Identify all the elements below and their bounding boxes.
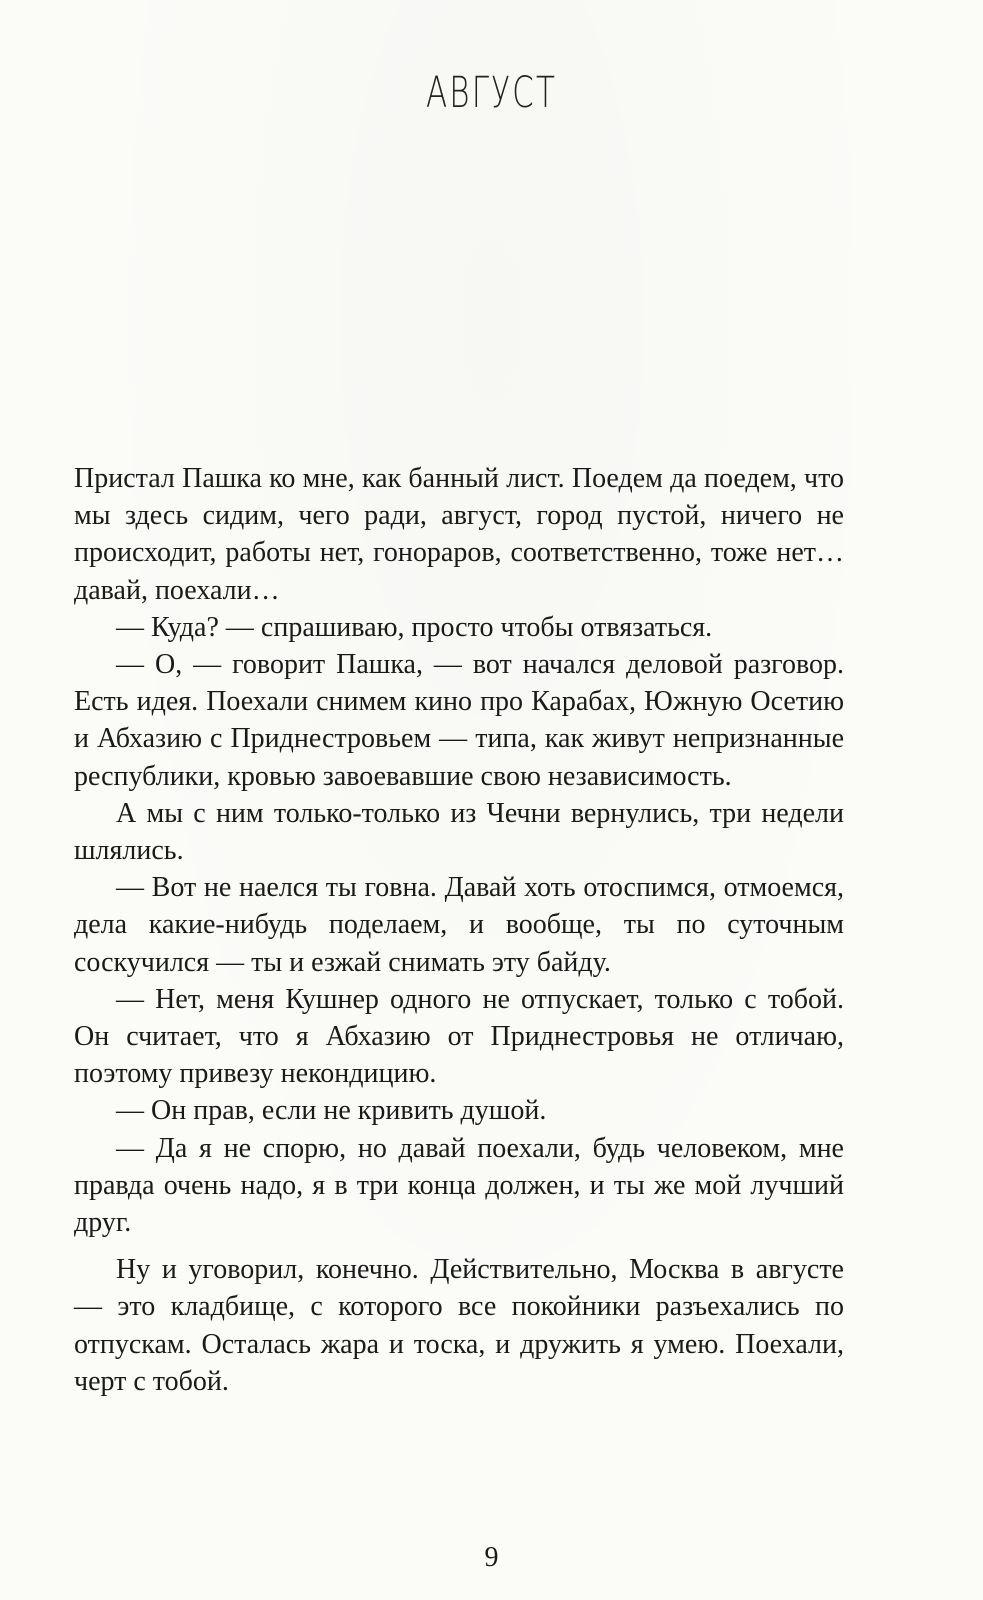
paragraph-4: А мы с ним только-только из Чечни вернулись, три недели шлялись. xyxy=(74,797,844,867)
paragraph-7: — Он прав, если не кривить душой. xyxy=(116,1095,547,1127)
paragraph-3: — О, — говорит Пашка, — вот начался деловой разговор. Есть идея. Поехали снимем кино про Карабах, Южную Осетию и Абхазию с Приднестровьем — типа, как живут непризнанные республики, кровью завоевавшие свою независимость. xyxy=(74,649,844,792)
chapter-body xyxy=(74,460,844,1400)
paragraph-8: — Да я не спорю, но давай поехали, будь человеком, мне правда очень надо, я в три конца должен, и ты же мой лучший друг. xyxy=(74,1132,844,1239)
paragraph-2: — Куда? — спрашиваю, просто чтобы отвязаться. xyxy=(116,611,713,643)
paragraph-9: Ну и уговорил, конечно. Действительно, Москва в августе — это кладбище, с которого все покойники разъехались по отпускам. Осталась жара и тоска, и дружить я умею. Поехали, черт с тобой. xyxy=(74,1254,844,1397)
page-number: 9 xyxy=(484,1542,499,1573)
paragraph-6: — Нет, меня Кушнер одного не отпускает, только с тобой. Он считает, что я Абхазию от Приднестровья не отличаю, поэтому привезу некондицию. xyxy=(74,983,844,1090)
paragraph-5: — Вот не наелся ты говна. Давай хоть отоспимся, отмоемся, дела какие-нибудь поделаем, и вообще, ты по суточным соскучился — ты и езжай снимать эту байду. xyxy=(74,872,844,978)
paragraph-1: Пристал Пашка ко мне, как банный лист. Поедем да поедем, что мы здесь сидим, чего ради, август, город пустой, ничего не происходит, работы нет, гонораров, соответственно, тоже нет… давай, поехали… xyxy=(74,463,844,606)
chapter-title: АВГУСТ xyxy=(425,68,558,118)
